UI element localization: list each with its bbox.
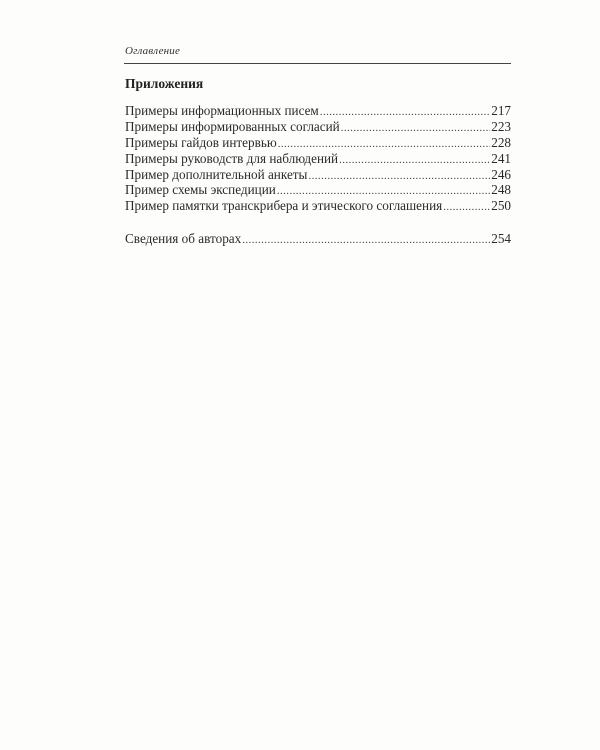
header-rule bbox=[124, 63, 511, 64]
toc-entry-label: Пример дополнительной анкеты bbox=[125, 166, 308, 182]
running-head: Оглавление bbox=[125, 45, 181, 57]
toc-entry-page: 250 bbox=[491, 198, 511, 214]
toc-entry-label: Примеры руководств для наблюдений bbox=[125, 150, 339, 166]
toc-entry bbox=[125, 167, 511, 183]
dot-leader bbox=[308, 169, 490, 185]
toc-entry-label: Примеры информационных писем bbox=[125, 103, 319, 118]
toc-entry-label: Сведения об авторах bbox=[125, 231, 242, 246]
toc-entry bbox=[125, 151, 511, 167]
toc-entry-page: 248 bbox=[491, 182, 511, 198]
dot-leader bbox=[242, 233, 490, 249]
toc-entry-page: 254 bbox=[491, 231, 511, 246]
dot-leader bbox=[443, 200, 490, 216]
toc-entry-page: 228 bbox=[491, 134, 511, 150]
section-title: Приложения bbox=[125, 76, 204, 91]
toc-entry-authors bbox=[125, 231, 511, 247]
toc-entry bbox=[125, 135, 511, 151]
toc-entry-page: 223 bbox=[491, 118, 511, 134]
dot-leader bbox=[320, 105, 490, 121]
dot-leader bbox=[341, 121, 490, 137]
toc-entry-label: Пример схемы экспедиции bbox=[125, 182, 276, 198]
toc-entry-page: 246 bbox=[491, 166, 511, 182]
toc-entry bbox=[125, 198, 511, 214]
dot-leader bbox=[339, 153, 490, 169]
toc-entry-label: Примеры информированных согласий bbox=[125, 118, 340, 134]
toc-authors bbox=[125, 231, 511, 247]
toc-entry-page: 217 bbox=[491, 103, 511, 118]
toc-entry bbox=[125, 182, 511, 198]
toc-entry bbox=[125, 103, 511, 119]
toc-entry-label: Пример памятки транскрибера и этического соглашения bbox=[125, 198, 443, 214]
toc-entry-page: 241 bbox=[491, 150, 511, 166]
toc-entry bbox=[125, 119, 511, 135]
toc-list bbox=[125, 103, 511, 214]
toc-entry-label: Примеры гайдов интервью bbox=[125, 134, 277, 150]
